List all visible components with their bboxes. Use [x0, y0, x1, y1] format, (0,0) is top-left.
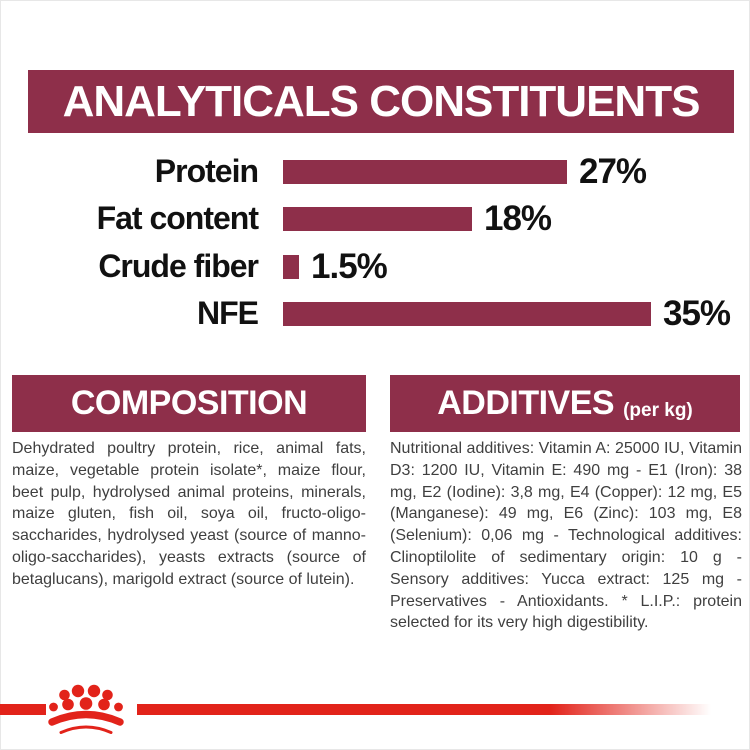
additives-unit-label: (per kg)	[623, 400, 693, 421]
chart-bar	[283, 160, 567, 184]
chart-value-label: 27%	[579, 151, 647, 191]
footer-rule-left	[0, 704, 46, 715]
chart-row-nfe	[0, 290, 750, 337]
additives-title: ADDITIVES	[437, 384, 615, 422]
chart-bar	[283, 302, 651, 326]
chart-row-protein	[0, 148, 750, 195]
page-title: ANALYTICALS CONSTITUENTS	[62, 76, 700, 126]
royal-canin-crown-icon	[46, 684, 126, 736]
chart-value-label: 18%	[484, 198, 552, 238]
chart-category-label: Protein	[154, 153, 258, 189]
footer-rule-right	[137, 704, 711, 715]
chart-row-fat-content	[0, 195, 750, 242]
additives-body-text: Nutritional additives: Vitamin A: 25000 IU, Vitamin D3: 1200 IU, Vitamin E: 490 mg - E1 (Iron): 38 mg, E2 (Iodine): 3,8 mg, E4 (Copper): 12 mg, E5 (Manganese): 49 mg, E6 (Zinc): 103 mg, E8 (Selenium): 0,06 mg - Technological additives: Clinoptilolite of sedimentary origin: 10 g - Sensory additives: Yucca extract: 125 mg - Preservatives - Antioxidants. * L.I.P.: protein selected for its very high digestibility.	[390, 440, 742, 632]
chart-row-crude-fiber	[0, 243, 750, 290]
chart-bar	[283, 207, 472, 231]
analyticals-header-bar	[28, 70, 734, 133]
analytical-constituents-chart	[0, 148, 750, 343]
chart-bar	[283, 255, 299, 279]
chart-value-label: 1.5%	[311, 246, 387, 286]
composition-header-bar	[12, 375, 366, 432]
chart-category-label: Fat content	[96, 200, 258, 236]
chart-category-label: Crude fiber	[98, 248, 258, 284]
additives-header-bar	[390, 375, 740, 432]
chart-value-label: 35%	[663, 293, 731, 333]
composition-body-text: Dehydrated poultry protein, rice, animal fats, maize, vegetable protein isolate*, maize flour, beet pulp, hydrolysed animal proteins, minerals, maize gluten, fish oil, soya oil, fructo-oligo-saccharides, hydrolysed yeast (source of manno-oligo-saccharides), yeasts extracts (source of betaglucans), marigold extract (source of lutein).	[12, 440, 366, 588]
chart-category-label: NFE	[197, 295, 258, 331]
composition-title: COMPOSITION	[70, 384, 308, 422]
